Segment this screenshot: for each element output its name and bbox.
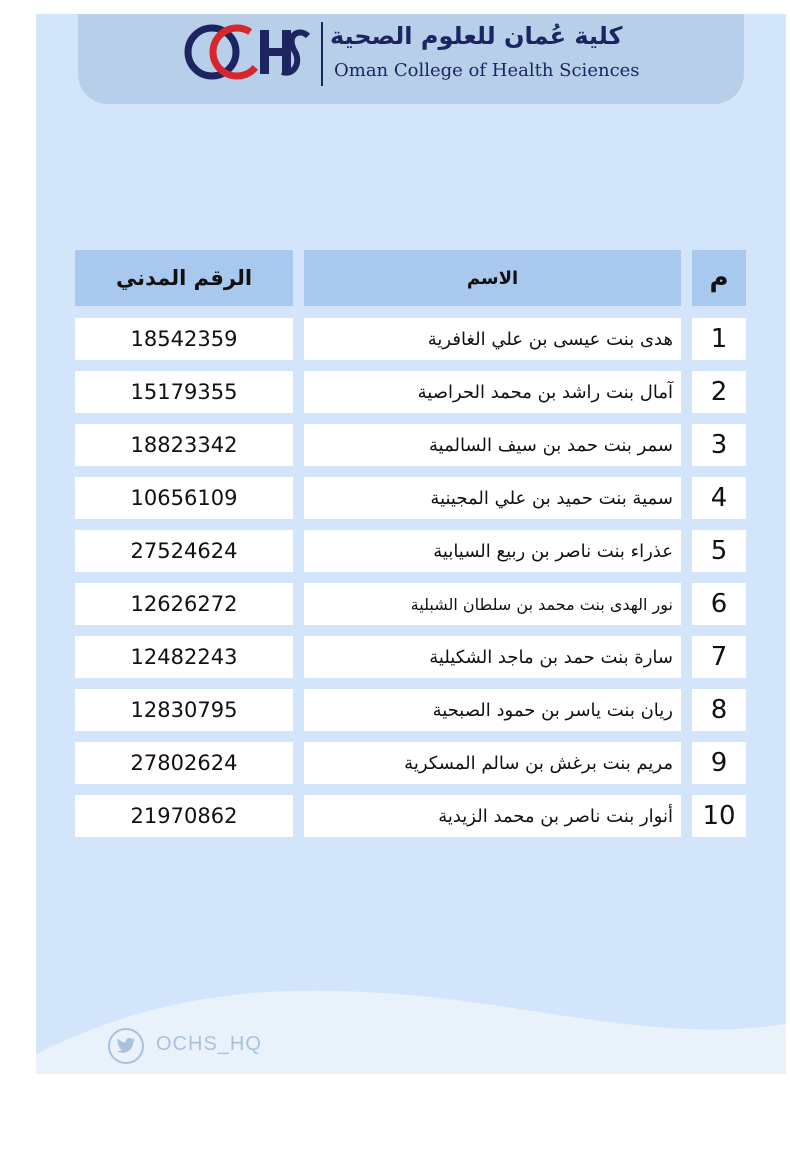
name-cell: هدى بنت عيسى بن علي الغافرية	[304, 318, 681, 360]
footer-wave	[36, 974, 786, 1074]
twitter-handle[interactable]: OCHS_HQ	[156, 1033, 262, 1055]
name-cell: عذراء بنت ناصر بن ربيع السيابية	[304, 530, 681, 572]
header-number: م	[692, 250, 746, 306]
name-cell: أنوار بنت ناصر بن محمد الزيدية	[304, 795, 681, 837]
number-cell: 1	[692, 318, 746, 360]
name-cell: نور الهدى بنت محمد بن سلطان الشبلية	[304, 583, 681, 625]
civil-id-cell: 27524624	[75, 530, 293, 572]
civil-id-cell: 12482243	[75, 636, 293, 678]
ochs-logo	[182, 22, 312, 82]
civil-id-cell: 21970862	[75, 795, 293, 837]
college-name-english: Oman College of Health Sciences	[334, 60, 640, 81]
civil-id-cell: 27802624	[75, 742, 293, 784]
number-cell: 6	[692, 583, 746, 625]
college-name-arabic: كلية عُمان للعلوم الصحية	[330, 22, 623, 50]
civil-id-cell: 12830795	[75, 689, 293, 731]
civil-id-cell: 15179355	[75, 371, 293, 413]
civil-id-cell: 12626272	[75, 583, 293, 625]
logo-divider	[321, 22, 323, 86]
name-cell: آمال بنت راشد بن محمد الحراصية	[304, 371, 681, 413]
number-cell: 3	[692, 424, 746, 466]
twitter-icon[interactable]	[108, 1028, 144, 1064]
number-cell: 9	[692, 742, 746, 784]
name-cell: سمر بنت حمد بن سيف السالمية	[304, 424, 681, 466]
number-cell: 2	[692, 371, 746, 413]
name-cell: ريان بنت ياسر بن حمود الصبحية	[304, 689, 681, 731]
header-banner	[78, 14, 744, 104]
number-cell: 5	[692, 530, 746, 572]
number-cell: 7	[692, 636, 746, 678]
civil-id-cell: 18542359	[75, 318, 293, 360]
header-name: الاسم	[304, 250, 681, 306]
name-cell: سمية بنت حميد بن علي المجينية	[304, 477, 681, 519]
page-panel	[36, 14, 786, 1074]
name-cell: مريم بنت برغش بن سالم المسكرية	[304, 742, 681, 784]
civil-id-cell: 18823342	[75, 424, 293, 466]
civil-id-cell: 10656109	[75, 477, 293, 519]
number-cell: 4	[692, 477, 746, 519]
name-cell: سارة بنت حمد بن ماجد الشكيلية	[304, 636, 681, 678]
number-cell: 8	[692, 689, 746, 731]
number-cell: 10	[692, 795, 746, 837]
header-civil-id: الرقم المدني	[75, 250, 293, 306]
